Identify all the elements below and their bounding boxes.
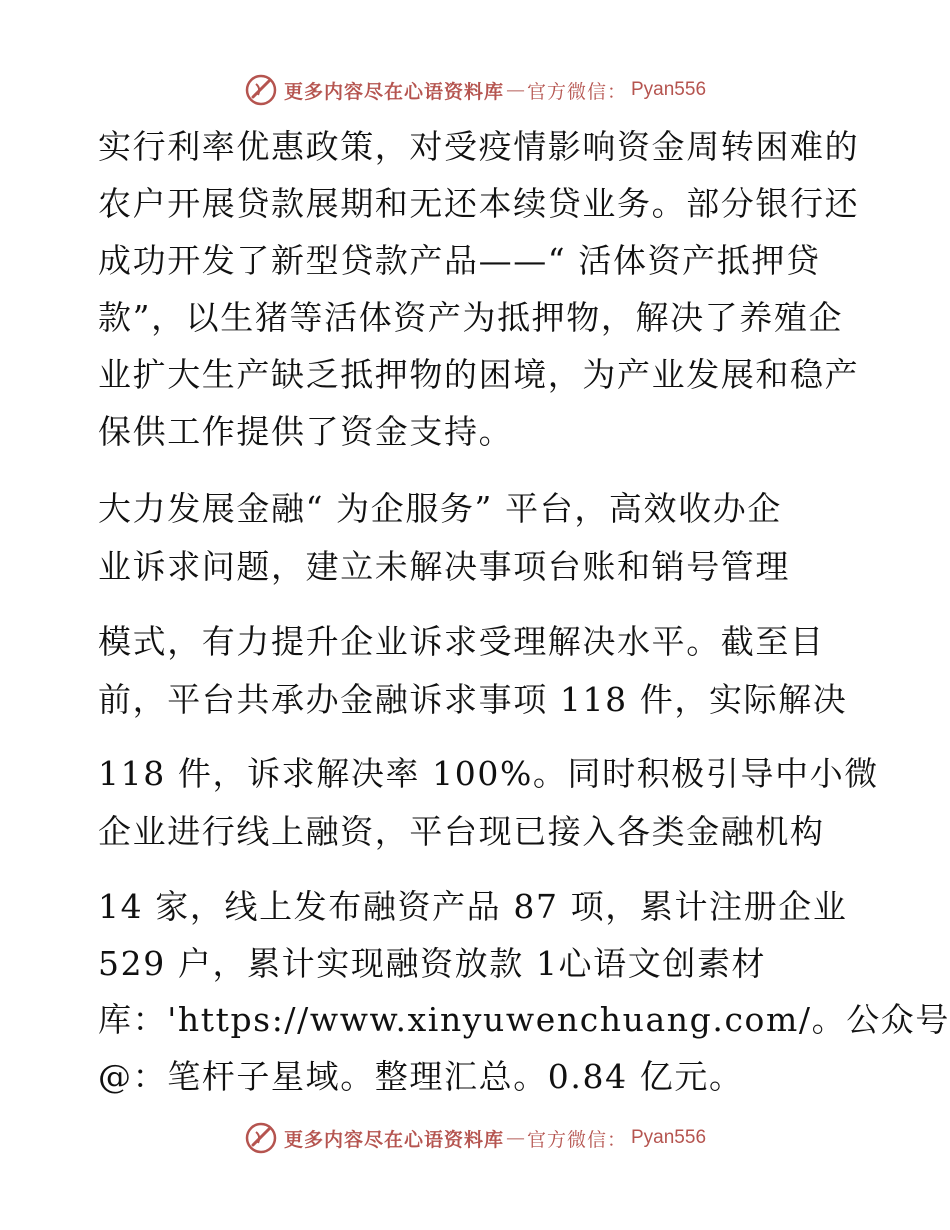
text-line: 业诉求问题，建立未解决事项台账和销号管理 <box>98 547 790 586</box>
text-line: 529 户，累计实现融资放款 1心语文创素材 <box>98 944 767 983</box>
header-wechat-id: Pyan556 <box>631 79 707 100</box>
footer-separator: — <box>505 1127 525 1149</box>
footer-banner <box>0 1118 950 1158</box>
text-line: 118 件，诉求解决率 100%。同时积极引导中小微 <box>98 754 879 793</box>
footer-title: 更多内容尽在心语资料库 <box>283 1128 504 1151</box>
header-wechat-label: 官方微信： <box>526 80 627 103</box>
header-title: 更多内容尽在心语资料库 <box>283 80 504 103</box>
text-line: 款”，以生猪等活体资产为抵押物，解决了养殖企 <box>98 298 844 337</box>
header-separator: — <box>505 79 525 101</box>
text-line: 保供工作提供了资金支持。 <box>98 412 514 451</box>
brand-logo-icon <box>244 1121 278 1155</box>
text-line: 库：'https://www.xinyuwenchuang.com/。公众号 <box>98 1000 950 1039</box>
text-line: 前，平台共承办金融诉求事项 118 件，实际解决 <box>98 680 848 719</box>
text-line: 企业进行线上融资，平台现已接入各类金融机构 <box>98 812 825 851</box>
text-line: 实行利率优惠政策，对受疫情影响资金周转困难的 <box>98 127 860 166</box>
document-body <box>98 120 950 1096</box>
text-line: 模式，有力提升企业诉求受理解决水平。截至目 <box>98 622 825 661</box>
text-line: 14 家，线上发布融资产品 87 项，累计注册企业 <box>98 887 848 926</box>
text-line: 成功开发了新型贷款产品——“ 活体资产抵押贷 <box>98 241 821 280</box>
brand-logo-icon <box>244 73 278 107</box>
text-line: 农户开展贷款展期和无还本续贷业务。部分银行还 <box>98 184 860 223</box>
text-line: 业扩大生产缺乏抵押物的困境，为产业发展和稳产 <box>98 355 860 394</box>
text-line: 大力发展金融“ 为企服务” 平台，高效收办企 <box>98 489 782 528</box>
footer-wechat-label: 官方微信： <box>526 1128 627 1151</box>
text-line: @：笔杆子星域。整理汇总。0.84 亿元。 <box>98 1057 744 1096</box>
footer-wechat-id: Pyan556 <box>631 1127 707 1148</box>
header-banner <box>0 70 950 110</box>
